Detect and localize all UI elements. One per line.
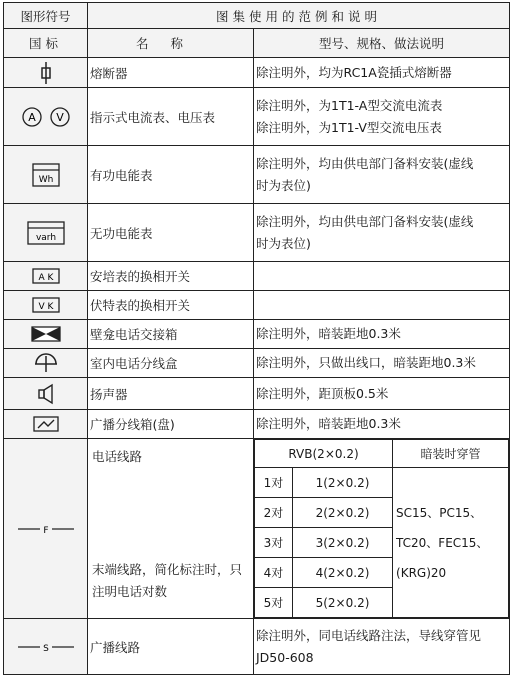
telephone-line-icon bbox=[4, 439, 88, 619]
row-desc: 除注明外，为1T1-A型交流电流表 除注明外，为1T1-V型交流电压表 bbox=[254, 88, 510, 146]
svg-text:F: F bbox=[42, 526, 49, 537]
column-header-name: 名称 bbox=[88, 29, 254, 58]
pair-count: 3对 bbox=[255, 528, 293, 558]
reactive-energy-meter-icon bbox=[4, 204, 88, 262]
broadcast-line-icon bbox=[4, 619, 88, 675]
pair-spec: 3(2×0.2) bbox=[293, 528, 393, 558]
svg-text:Wh: Wh bbox=[38, 174, 53, 185]
row-name: 扬声器 bbox=[88, 378, 254, 410]
row-name: 指示式电流表、电压表 bbox=[88, 88, 254, 146]
telephone-end-note: 末端线路，简化标注时，只注明电话对数 bbox=[92, 562, 243, 599]
header-row-title bbox=[4, 3, 510, 29]
row-name: 熔断器 bbox=[88, 58, 254, 88]
cable-header: RVB(2×0.2) bbox=[255, 440, 393, 468]
row-desc bbox=[254, 262, 510, 291]
row-desc: 除注明外，均由供电部门备料安装(虚线 时为表位) bbox=[254, 204, 510, 262]
table-row bbox=[4, 146, 510, 204]
row-desc bbox=[254, 291, 510, 320]
speaker-icon bbox=[4, 378, 88, 410]
pair-spec: 5(2×0.2) bbox=[293, 588, 393, 618]
table-row-broadcast bbox=[4, 619, 510, 675]
pair-count: 2对 bbox=[255, 498, 293, 528]
table-row bbox=[4, 320, 510, 349]
svg-text:V K: V K bbox=[38, 302, 53, 313]
table-row-telephone bbox=[4, 439, 510, 619]
row-name: 安培表的换相开关 bbox=[88, 262, 254, 291]
row-desc: 除注明外，同电话线路注法，导线穿管见 JD50-608 bbox=[254, 619, 510, 675]
row-desc: 除注明外，暗装距地0.3米 bbox=[254, 410, 510, 439]
column-header-desc: 型号、规格、做法说明 bbox=[254, 29, 510, 58]
row-name: 有功电能表 bbox=[88, 146, 254, 204]
telephone-name: 电话线路 bbox=[92, 449, 143, 464]
telephone-name-cell bbox=[88, 439, 254, 619]
symbol-legend-table bbox=[3, 2, 510, 675]
pair-count: 1对 bbox=[255, 468, 293, 498]
header-row-columns bbox=[4, 29, 510, 58]
row-desc: 除注明外，暗装距地0.3米 bbox=[254, 320, 510, 349]
table-row bbox=[4, 262, 510, 291]
pipe-header: 暗装时穿管 bbox=[393, 440, 509, 468]
table-row bbox=[4, 88, 510, 146]
row-desc: 除注明外，距顶板0.5米 bbox=[254, 378, 510, 410]
svg-text:varh: varh bbox=[35, 232, 56, 243]
phone-junction-box-icon bbox=[4, 320, 88, 349]
column-header-symbol: 国标 bbox=[4, 29, 88, 58]
pair-count: 5对 bbox=[255, 588, 293, 618]
table-row bbox=[4, 291, 510, 320]
table-row bbox=[4, 349, 510, 378]
svg-text:V: V bbox=[55, 110, 64, 124]
row-desc: 除注明外，只做出线口，暗装距地0.3米 bbox=[254, 349, 510, 378]
ammeter-switch-icon bbox=[4, 262, 88, 291]
pipe-spec: SC15、PC15、 TC20、FEC15、 (KRG)20 bbox=[393, 468, 509, 618]
pair-count: 4对 bbox=[255, 558, 293, 588]
broadcast-box-icon bbox=[4, 410, 88, 439]
active-energy-meter-icon bbox=[4, 146, 88, 204]
phone-distribution-box-icon bbox=[4, 349, 88, 378]
row-name: 壁龛电话交接箱 bbox=[88, 320, 254, 349]
table-row bbox=[4, 378, 510, 410]
table-row bbox=[4, 58, 510, 88]
svg-text:A: A bbox=[27, 110, 36, 124]
row-name: 室内电话分线盒 bbox=[88, 349, 254, 378]
row-desc: 除注明外，均为RC1A瓷插式熔断器 bbox=[254, 58, 510, 88]
row-name: 无功电能表 bbox=[88, 204, 254, 262]
ammeter-voltmeter-icon bbox=[4, 88, 88, 146]
table-title: 图集使用的范例和说明 bbox=[88, 3, 510, 29]
telephone-spec-cell bbox=[254, 439, 510, 619]
table-row bbox=[4, 204, 510, 262]
pair-spec: 1(2×0.2) bbox=[293, 468, 393, 498]
row-name: 伏特表的换相开关 bbox=[88, 291, 254, 320]
svg-text:A K: A K bbox=[38, 273, 53, 284]
row-desc: 除注明外，均由供电部门备料安装(虚线 时为表位) bbox=[254, 146, 510, 204]
pair-spec: 2(2×0.2) bbox=[293, 498, 393, 528]
voltmeter-switch-icon bbox=[4, 291, 88, 320]
svg-text:S: S bbox=[42, 644, 49, 655]
fuse-icon bbox=[4, 58, 88, 88]
header-symbol-label: 图形符号 bbox=[4, 3, 88, 29]
row-name: 广播分线箱(盘) bbox=[88, 410, 254, 439]
row-name: 广播线路 bbox=[88, 619, 254, 675]
table-row bbox=[4, 410, 510, 439]
pair-spec: 4(2×0.2) bbox=[293, 558, 393, 588]
telephone-spec-table bbox=[254, 439, 509, 618]
